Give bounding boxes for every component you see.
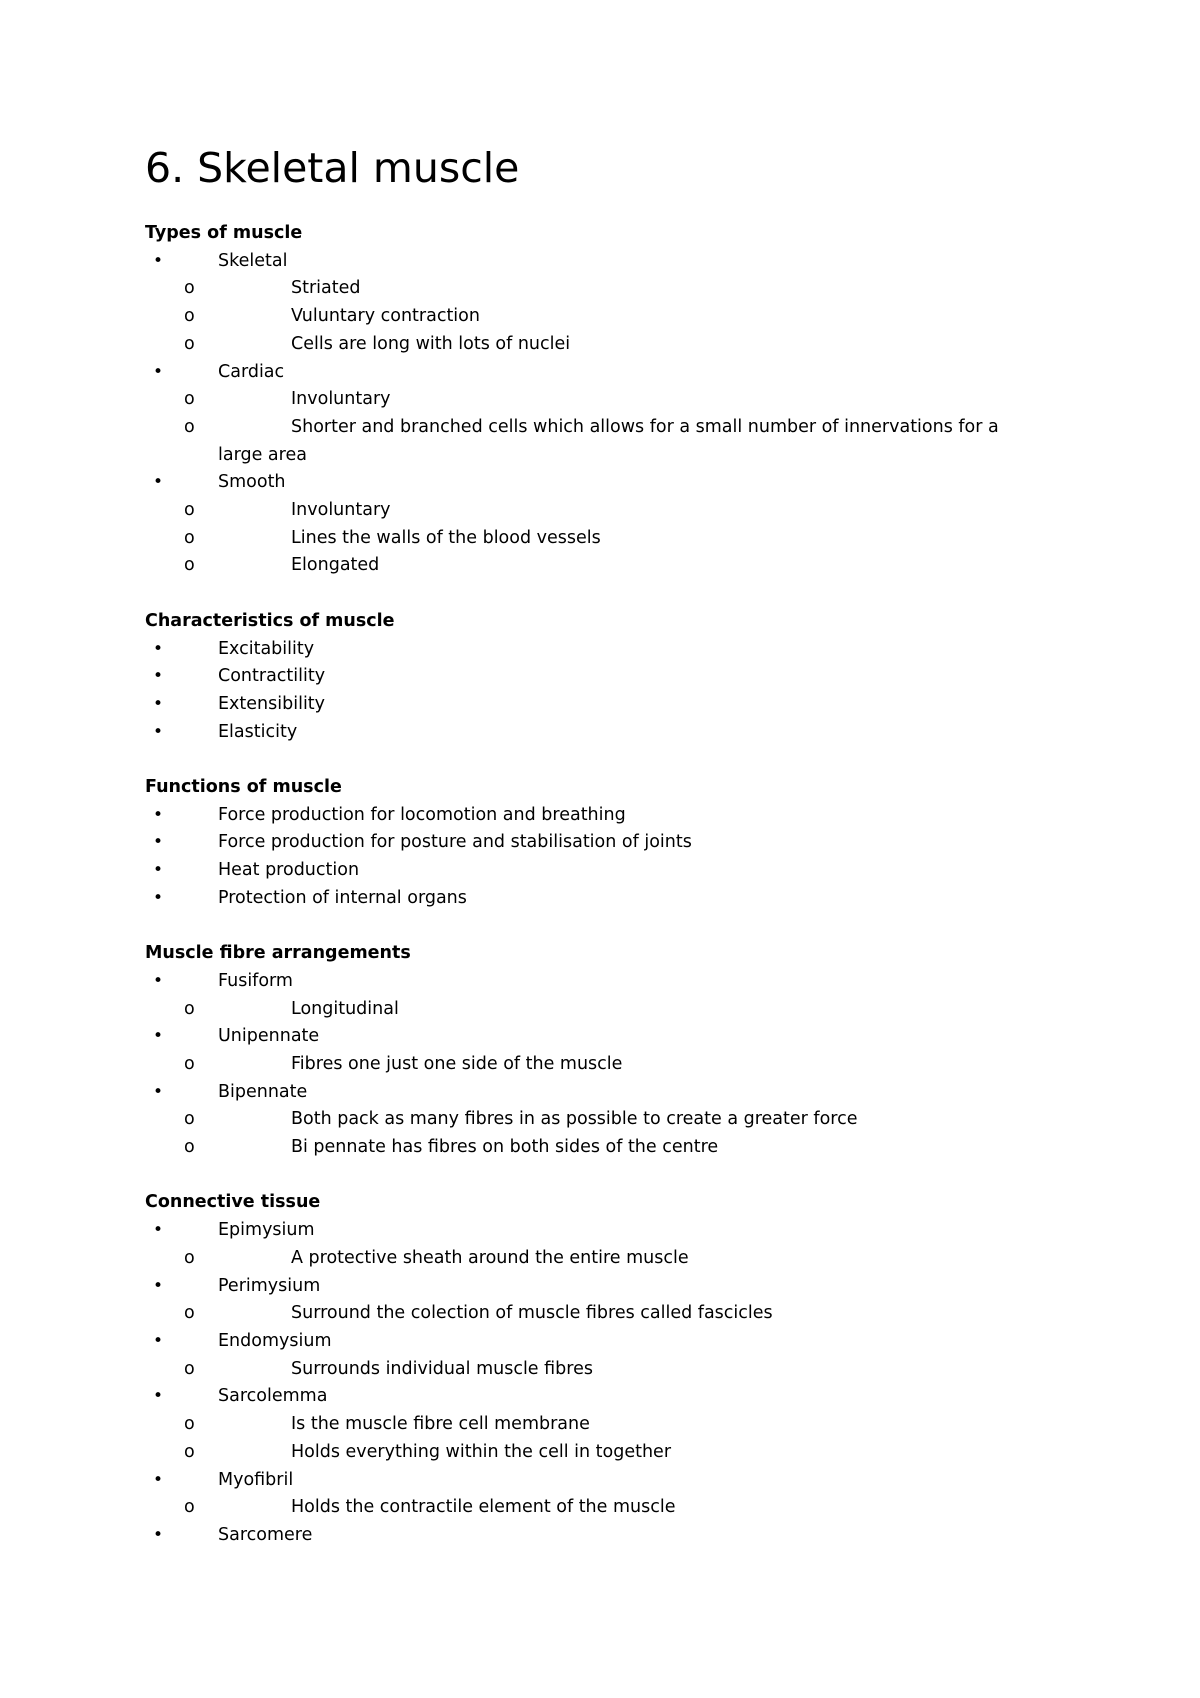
circle-bullet-icon: o [184, 998, 195, 1019]
list-item [145, 663, 1045, 691]
bullet-icon: • [153, 887, 164, 908]
circle-bullet-icon: o [184, 1358, 195, 1379]
sub-list-item-text: Vuluntary contraction [291, 306, 480, 327]
bullet-icon: • [153, 1275, 164, 1296]
circle-bullet-icon: o [184, 389, 195, 410]
sub-list-item [145, 1106, 1045, 1134]
sub-list-item-text: Holds everything within the cell in together [291, 1441, 672, 1462]
circle-bullet-icon: o [184, 1414, 195, 1435]
bullet-icon: • [153, 361, 164, 382]
sub-list-item-text: Surround the colection of muscle fibres called fascicles [291, 1303, 773, 1324]
circle-bullet-icon: o [184, 1137, 195, 1158]
circle-bullet-icon: o [184, 1497, 195, 1518]
bullet-icon: • [153, 860, 164, 881]
section [145, 940, 1045, 1162]
sub-list-item [145, 303, 1045, 331]
section [145, 1189, 1045, 1549]
list-item-text: Fusiform [218, 970, 293, 991]
document-body [145, 220, 1045, 1577]
list-item [145, 636, 1045, 664]
list-item-text: Sarcomere [218, 1524, 313, 1545]
list-item-text: Epimysium [218, 1220, 315, 1241]
list-item [145, 802, 1045, 830]
sub-list-item-text: Involuntary [291, 500, 391, 521]
list-item-text: Endomysium [218, 1330, 332, 1351]
list-item-text: Unipennate [218, 1026, 320, 1047]
sub-list-item-text: Holds the contractile element of the muscle [291, 1497, 676, 1518]
bullet-icon: • [153, 804, 164, 825]
section [145, 220, 1045, 580]
list-item-text: Myofibril [218, 1469, 294, 1490]
list-item-text: Contractility [218, 666, 326, 687]
bullet-icon: • [153, 1524, 164, 1545]
page-title: 6. Skeletal muscle [145, 144, 520, 192]
list-item [145, 1273, 1045, 1301]
list-item-text: Skeletal [218, 250, 288, 271]
section-heading: Types of muscle [145, 223, 303, 243]
sub-list-item-text: Shorter and branched cells which allows for a small number of innervations for a large area [218, 416, 999, 465]
section [145, 608, 1045, 747]
sub-list-item [145, 1494, 1045, 1522]
list-item-text: Protection of internal organs [218, 887, 467, 908]
circle-bullet-icon: o [184, 500, 195, 521]
list-item [145, 829, 1045, 857]
list-item-text: Cardiac [218, 361, 285, 382]
sub-list-item [145, 1051, 1045, 1079]
list-item [145, 857, 1045, 885]
sub-list-item [145, 1356, 1045, 1384]
bullet-icon: • [153, 721, 164, 742]
sub-list-item [145, 331, 1045, 359]
section [145, 774, 1045, 913]
circle-bullet-icon: o [184, 306, 195, 327]
list-item [145, 469, 1045, 497]
list-item [145, 719, 1045, 747]
circle-bullet-icon: o [184, 1053, 195, 1074]
list-item [145, 248, 1045, 276]
list-item [145, 1328, 1045, 1356]
sub-list-item-text: Lines the walls of the blood vessels [291, 527, 601, 548]
circle-bullet-icon: o [184, 1109, 195, 1130]
sub-list-item-text: Striated [291, 278, 361, 299]
sub-list-item [145, 1411, 1045, 1439]
bullet-icon: • [153, 472, 164, 493]
bullet-icon: • [153, 1469, 164, 1490]
sub-list-item [145, 525, 1045, 553]
circle-bullet-icon: o [184, 527, 195, 548]
sub-list-item-text: Longitudinal [291, 998, 399, 1019]
list-item [145, 1079, 1045, 1107]
list-item [145, 968, 1045, 996]
sub-list-item-text: A protective sheath around the entire muscle [291, 1247, 689, 1268]
circle-bullet-icon: o [184, 555, 195, 576]
sub-list-item-text: Involuntary [291, 389, 391, 410]
bullet-icon: • [153, 1330, 164, 1351]
circle-bullet-icon: o [184, 278, 195, 299]
bullet-icon: • [153, 970, 164, 991]
section-heading: Functions of muscle [145, 777, 342, 797]
list-item-text: Elasticity [218, 721, 298, 742]
circle-bullet-icon: o [184, 1247, 195, 1268]
list-item [145, 359, 1045, 387]
list-item [145, 1522, 1045, 1550]
bullet-icon: • [153, 1081, 164, 1102]
bullet-icon: • [153, 1220, 164, 1241]
bullet-icon: • [153, 1026, 164, 1047]
circle-bullet-icon: o [184, 1441, 195, 1462]
list-item [145, 885, 1045, 913]
list-item-text: Excitability [218, 638, 315, 659]
list-item [145, 1217, 1045, 1245]
sub-list-item-text: Bi pennate has fibres on both sides of the centre [291, 1137, 719, 1158]
sub-list-item [145, 996, 1045, 1024]
list-item [145, 1467, 1045, 1495]
sub-list-item [145, 1300, 1045, 1328]
bullet-icon: • [153, 666, 164, 687]
list-item-text: Force production for posture and stabilisation of joints [218, 832, 692, 853]
sub-list-item [145, 275, 1045, 303]
list-item [145, 1023, 1045, 1051]
sub-list-item [145, 552, 1045, 580]
list-item-text: Extensibility [218, 693, 326, 714]
list-item-text: Force production for locomotion and breathing [218, 804, 626, 825]
sub-list-item [145, 386, 1045, 414]
bullet-icon: • [153, 693, 164, 714]
list-item-text: Sarcolemma [218, 1386, 328, 1407]
sub-list-item-text: Both pack as many fibres in as possible to create a greater force [291, 1109, 858, 1130]
list-item-text: Heat production [218, 860, 360, 881]
bullet-icon: • [153, 638, 164, 659]
sub-list-item [145, 1245, 1045, 1273]
list-item [145, 691, 1045, 719]
list-item [145, 1383, 1045, 1411]
sub-list-item-text: Surrounds individual muscle fibres [291, 1358, 593, 1379]
sub-list-item [145, 414, 1045, 469]
bullet-icon: • [153, 832, 164, 853]
sub-list-item-text: Elongated [291, 555, 380, 576]
circle-bullet-icon: o [184, 333, 195, 354]
section-heading: Characteristics of muscle [145, 610, 395, 631]
section-heading: Connective tissue [145, 1192, 321, 1213]
sub-list-item-text: Is the muscle fibre cell membrane [291, 1414, 590, 1435]
bullet-icon: • [153, 250, 164, 271]
circle-bullet-icon: o [184, 1303, 195, 1324]
section-heading: Muscle fibre arrangements [145, 943, 411, 964]
bullet-icon: • [153, 1386, 164, 1407]
list-item-text: Bipennate [218, 1081, 308, 1102]
list-item-text: Perimysium [218, 1275, 321, 1296]
circle-bullet-icon: o [184, 416, 195, 437]
sub-list-item-text: Cells are long with lots of nuclei [291, 333, 571, 354]
list-item-text: Smooth [218, 472, 286, 493]
sub-list-item [145, 1134, 1045, 1162]
sub-list-item-text: Fibres one just one side of the muscle [291, 1053, 623, 1074]
sub-list-item [145, 497, 1045, 525]
sub-list-item [145, 1439, 1045, 1467]
